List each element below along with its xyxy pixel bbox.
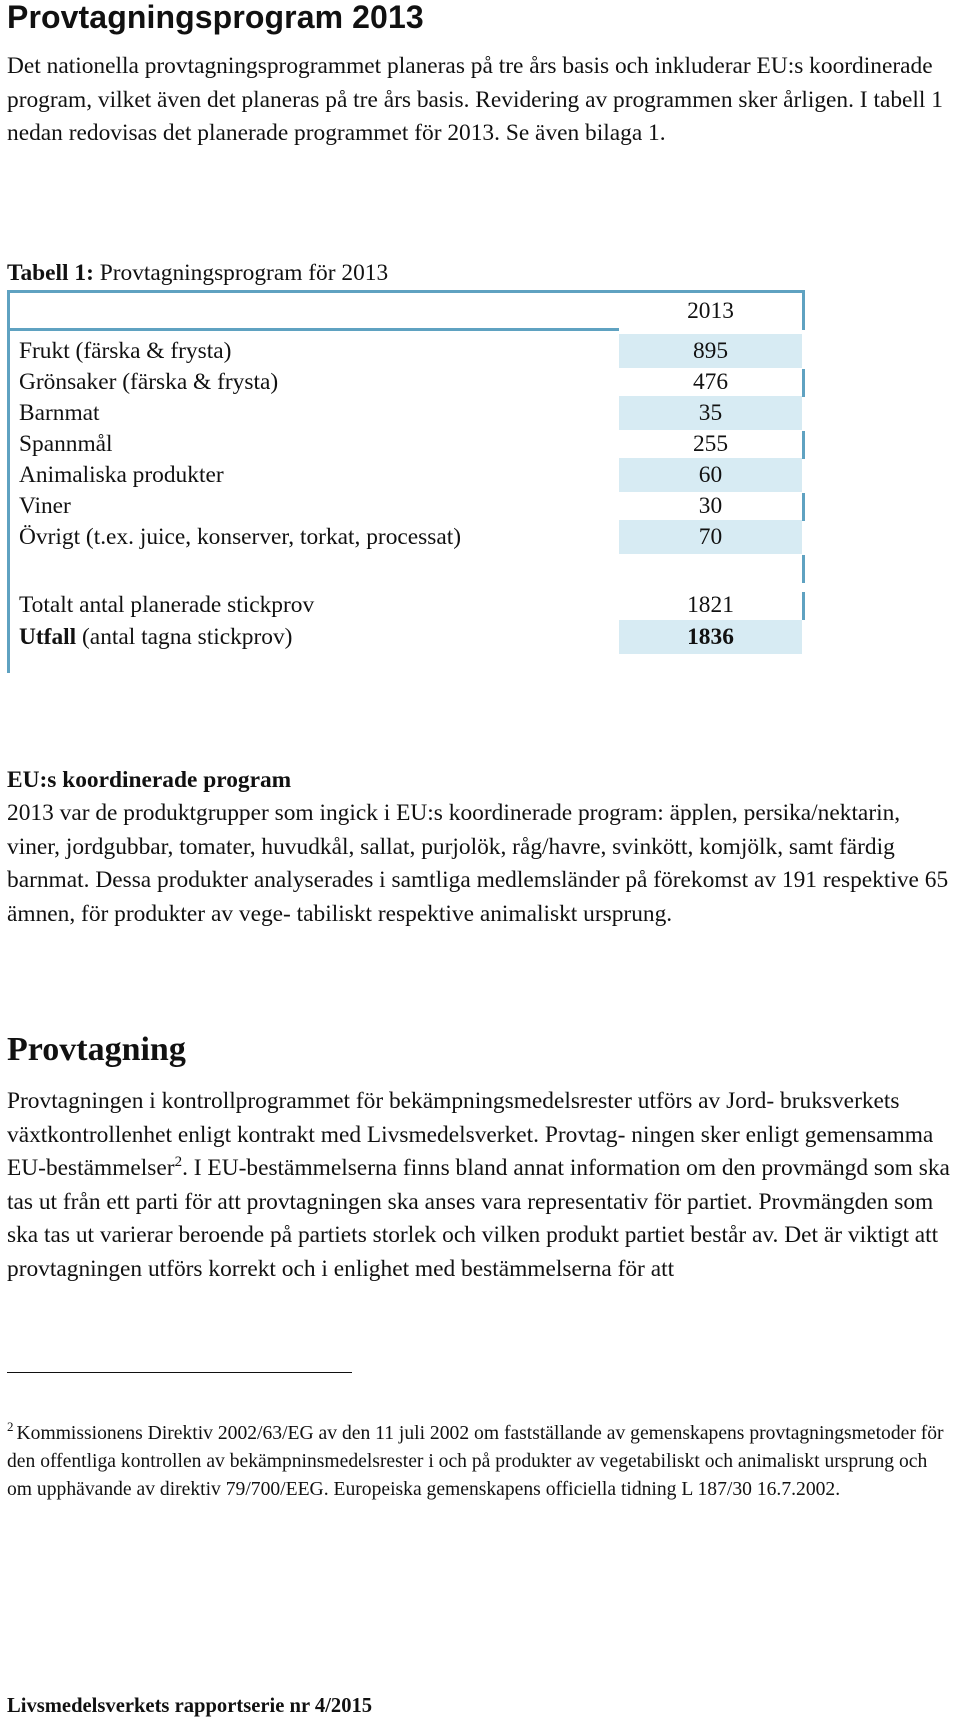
footnote: [7, 1420, 952, 1505]
row-label: Animaliska produkter: [19, 462, 224, 488]
footnote-text: Kommissionens Direktiv 2002/63/EG av den 11 juli 2002 om fastställande av gemenskapens provtagningsmetoder för den offentliga kontrollen av bekämpninsmedelsrester i och på produkter av vegetabiliskt och animaliskt ursprung och om upphävande av direktiv 79/700/EEG. Europeiska gemenskapens officiella tidning L 187/30 16.7.2002.: [7, 1423, 944, 1501]
row-value: 476: [692, 369, 729, 395]
table-row: [10, 396, 805, 430]
outcome-label: [19, 620, 292, 654]
table-row: [10, 334, 805, 368]
provtagning-paragraph: [7, 1085, 952, 1287]
row-label: Övrigt (t.ex. juice, konserver, torkat, processat): [19, 524, 462, 550]
provtagning-text-after: . I EU-bestämmelserna finns bland annat information om den provmängd som ska tas ut från ett parti för att provtagningen ska anses vara representativ för partiet. Provmängden som ska tas ut varierar beroende på partiets storlek och vilken produkt partiet består av. Det är viktigt att provtagningen utförs korrekt och i enlighet med bestämmelserna för att: [7, 1155, 950, 1282]
row-value: 895: [619, 334, 802, 368]
row-label: Barnmat: [19, 400, 100, 426]
table-outcome-row: [10, 620, 805, 654]
table-row: [10, 458, 805, 492]
table-caption: [7, 258, 388, 288]
footnote-reference: 2: [174, 1154, 183, 1171]
row-border: [802, 592, 805, 620]
intro-paragraph: Det nationella provtagningsprogrammet planeras på tre års basis och inkluderar EU:s koordinerade program, vilket även det planeras på tre års basis. Revidering av programmen sker årligen. I tabell 1 nedan redovisas det planerade programmet för 2013. Se även bilaga 1.: [7, 53, 943, 147]
footnote-number: 2: [7, 1419, 14, 1434]
row-label: Viner: [19, 493, 71, 519]
table-row: [10, 365, 805, 399]
row-border: [802, 431, 805, 459]
provtagning-heading: Provtagning: [7, 1031, 186, 1068]
row-value: 30: [698, 493, 723, 519]
table-caption-label: Tabell 1:: [7, 260, 94, 286]
table-column-header: 2013: [619, 293, 802, 329]
table-row: [10, 427, 805, 461]
table-spacer-row: [10, 551, 805, 585]
table-caption-text: Provtagningsprogram för 2013: [93, 260, 389, 286]
row-value: 255: [692, 431, 729, 457]
row-border: [802, 369, 805, 397]
row-border: [802, 493, 805, 521]
outcome-label-rest: (antal tagna stickprov): [76, 624, 293, 650]
table-border-right: [802, 290, 805, 330]
page-footer: Livsmedelsverkets rapportserie nr 4/2015: [7, 1695, 373, 1717]
total-label: Totalt antal planerade stickprov: [19, 592, 315, 618]
provtagning-text-before: Provtagningen i kontrollprogrammet för bekämpningsmedelsrester utförs av Jord- bruksverkets växtkontrollenhet enligt kontrakt med Livsmedelsverket. Provtag- ningen sker enligt gemensamma EU-bestämmelser: [7, 1088, 934, 1182]
row-label: Spannmål: [19, 431, 113, 457]
sampling-table: [7, 290, 805, 673]
eu-section-heading: EU:s koordinerade program: [7, 767, 292, 793]
row-value: 35: [619, 396, 802, 430]
row-label: Grönsaker (färska & frysta): [19, 369, 279, 395]
row-label: Frukt (färska & frysta): [19, 338, 232, 364]
table-row: [10, 520, 805, 554]
table-row: [10, 489, 805, 523]
outcome-value: [619, 620, 802, 654]
page-title: Provtagningsprogram 2013: [7, 0, 424, 35]
eu-section-paragraph: 2013 var de produktgrupper som ingick i EU:s koordinerade program: äpplen, persika/nektarin, viner, jordgubbar, tomater, huvudkål, sallat, purjolök, råg/havre, svinkött, komjölk, samt färdig barnmat. Dessa produkter analyserades i samtliga medlemsländer på förekomst av 191 respektive 65 ämnen, för produkter av vege- tabiliskt respektive animaliskt ursprung.: [7, 800, 949, 927]
total-value: 1821: [687, 592, 734, 618]
row-value: 70: [619, 520, 802, 554]
outcome-label-bold: Utfall: [19, 624, 77, 650]
row-border: [802, 555, 805, 583]
row-value: 60: [619, 458, 802, 492]
table-header-rule: [7, 328, 619, 331]
outcome-value-bold: 1836: [687, 624, 734, 650]
footnote-separator: [7, 1372, 352, 1373]
table-total-row: [10, 588, 805, 622]
